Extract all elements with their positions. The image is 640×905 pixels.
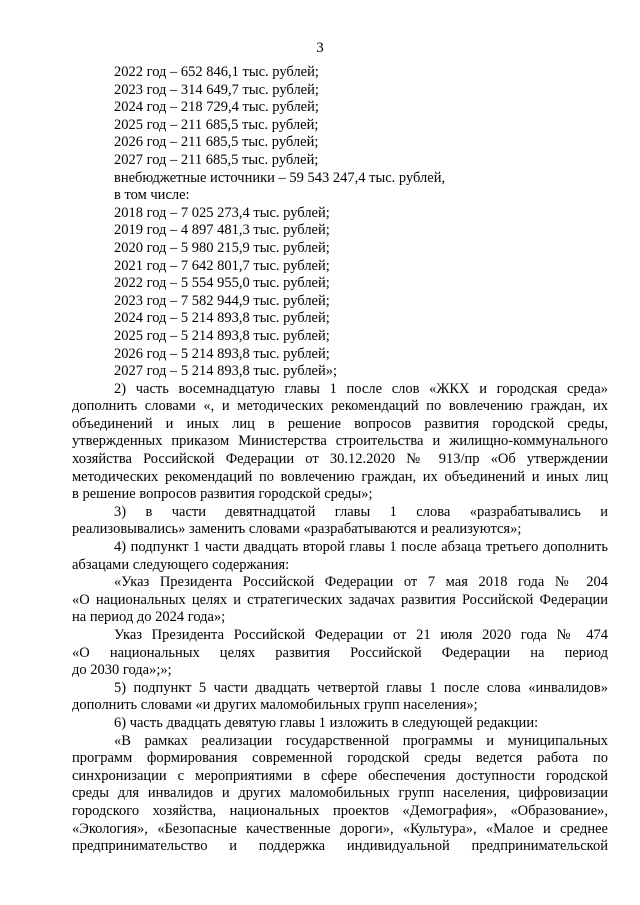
text-line: Указ Президента Российской Федерации от 21 июля 2020 года № 474 [114, 627, 608, 643]
text-line: реализовывались» заменить словами «разрабатываются и реализуются»; [72, 521, 522, 538]
text-line: 2024 год – 218 729,4 тыс. рублей; [114, 99, 319, 116]
text-line: предпринимательство и поддержка индивидуальной предпринимательской [72, 838, 608, 855]
text-line: «Экология», «Безопасные качественные дороги», «Культура», «Малое и среднее [72, 820, 608, 837]
text-line: 2024 год – 5 214 893,8 тыс. рублей; [114, 310, 330, 327]
text-line: 6) часть двадцать девятую главы 1 изложить в следующей редакции: [114, 714, 539, 731]
text-line: 4) подпункт 1 части двадцать второй главы 1 после абзаца третьего дополнить [114, 539, 608, 556]
text-line: 2026 год – 5 214 893,8 тыс. рублей; [114, 345, 330, 362]
text-line: объединений и иных лиц в решение вопросов развития городской среды, [72, 415, 608, 432]
text-line: в решение вопросов развития городской среды»; [72, 486, 373, 503]
text-line: 2019 год – 4 897 481,3 тыс. рублей; [114, 222, 330, 239]
text-line: утвержденных приказом Министерства строительства и жилищно-коммунального [72, 433, 608, 450]
text-line: хозяйства Российской Федерации от 30.12.2020 № 913/пр «Об утверждении [72, 451, 608, 468]
text-line: 2018 год – 7 025 273,4 тыс. рублей; [114, 204, 330, 221]
text-line: синхронизации с мероприятиями в сфере обеспечения доступности городской [72, 767, 608, 784]
text-line: на период до 2024 года»; [72, 609, 226, 626]
text-line: «О национальных целях развития Российской Федерации на период [72, 644, 608, 661]
text-line: программ формирования современной городской среды ведется работа по [72, 750, 608, 767]
text-line: дополнить словами «и других маломобильных групп населения»; [72, 697, 478, 714]
text-line: 2027 год – 5 214 893,8 тыс. рублей»; [114, 363, 338, 380]
text-line: 2020 год – 5 980 215,9 тыс. рублей; [114, 239, 330, 256]
text-line: городского хозяйства, национальных проектов «Демография», «Образование», [72, 802, 608, 819]
text-line: 2025 год – 211 685,5 тыс. рублей; [114, 116, 319, 133]
text-line: методических рекомендаций по вовлечению граждан, их объединений и иных лиц [72, 468, 608, 485]
text-line: дополнить словами «, и методических рекомендаций по вовлечению граждан, их [72, 398, 608, 415]
text-line: в том числе: [114, 187, 190, 204]
document-body [72, 64, 608, 856]
text-line: 2021 год – 7 642 801,7 тыс. рублей; [114, 257, 330, 274]
text-line: 2023 год – 7 582 944,9 тыс. рублей; [114, 292, 330, 309]
text-line: «В рамках реализации государственной программы и муниципальных [114, 732, 608, 749]
text-line: 2022 год – 652 846,1 тыс. рублей; [114, 64, 319, 80]
text-line: 2023 год – 314 649,7 тыс. рублей; [114, 81, 319, 98]
text-line: 3) в части девятнадцатой главы 1 слова «разрабатывались и [114, 503, 608, 520]
text-line: до 2030 года»;»; [72, 662, 172, 679]
page-number: 3 [316, 40, 324, 56]
text-line: 2027 год – 211 685,5 тыс. рублей; [114, 151, 319, 168]
text-line: 2025 год – 5 214 893,8 тыс. рублей; [114, 327, 330, 344]
text-line: 2) часть восемнадцатую главы 1 после слов «ЖКХ и городская среда» [114, 380, 608, 397]
text-line: «Указ Президента Российской Федерации от 7 мая 2018 года № 204 [114, 574, 608, 591]
text-line: абзацами следующего содержания: [72, 556, 290, 573]
text-line: внебюджетные источники – 59 543 247,4 тыс. рублей, [114, 169, 446, 186]
text-line: «О национальных целях и стратегических задачах развития Российской Федерации [72, 591, 608, 608]
text-line: среды для инвалидов и других маломобильных групп населения, цифровизации [72, 785, 608, 802]
text-line: 2022 год – 5 554 955,0 тыс. рублей; [114, 275, 330, 292]
text-line: 5) подпункт 5 части двадцать четвертой главы 1 после слова «инвалидов» [114, 679, 608, 696]
text-line: 2026 год – 211 685,5 тыс. рублей; [114, 134, 319, 151]
